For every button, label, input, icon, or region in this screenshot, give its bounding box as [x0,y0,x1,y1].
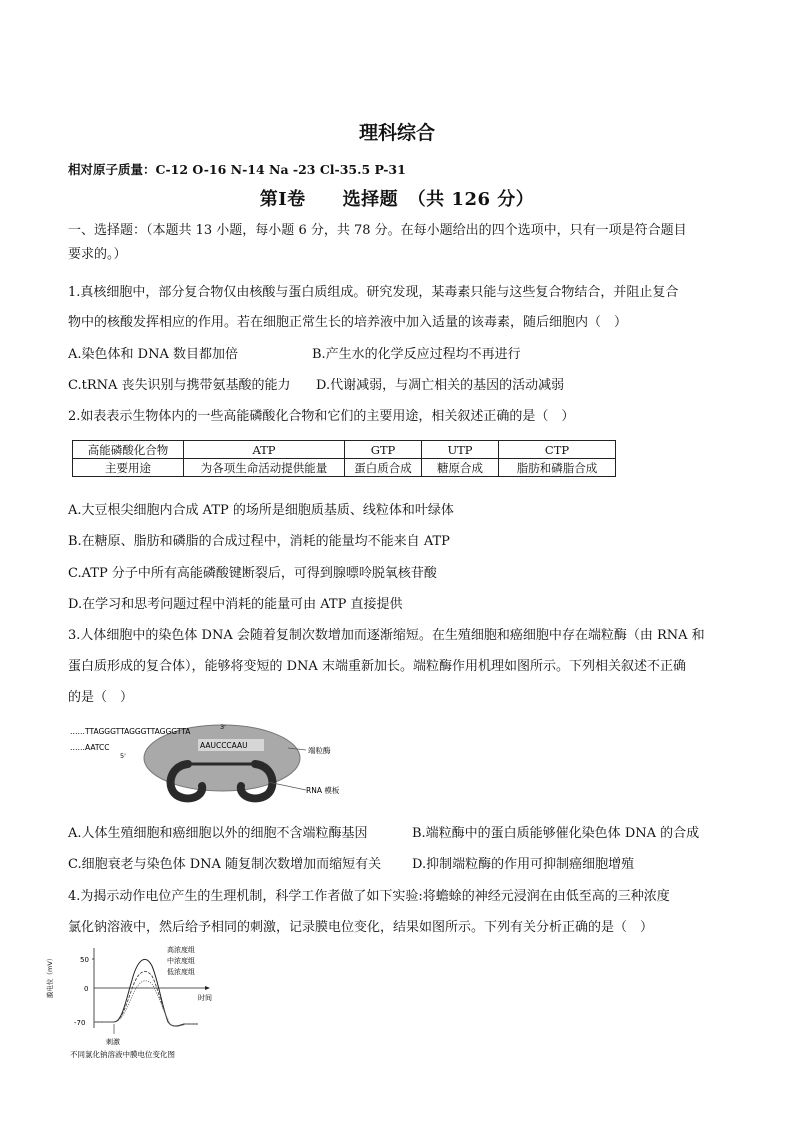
tick-label-neg70: -70 [74,1019,86,1027]
q1-option-b: B.产生水的化学反应过程均不再进行 [312,347,521,362]
dna-bottom-end: 5' [120,752,126,760]
tick-label-50: 50 [80,956,89,964]
q3-option-b: B.端粒酶中的蛋白质能够催化染色体 DNA 的合成 [412,826,700,841]
x-axis-label: 时间 [198,994,212,1002]
legend-low: 低浓度组 [167,968,195,976]
q1-option-a: A.染色体和 DNA 数目都加倍 [68,347,238,362]
stimulus-label: 刺激 [106,1038,120,1046]
page-title: 理科综合 [358,122,435,144]
q3-option-a: A.人体生殖细胞和癌细胞以外的细胞不含端粒酶基因 [68,826,368,841]
dna-bottom-strand: ……AATCC [70,743,110,752]
table-cell: CTP [499,441,616,459]
table-cell: 高能磷酸化合物 [73,441,184,459]
table-header-row [73,441,616,459]
table-cell: UTP [422,441,499,459]
rna-template-sequence: AAUCCCAAU [200,741,248,750]
atomic-mass-line: 相对原子质量：C-12 O-16 N-14 Na -23 Cl-35.5 P-31 [68,162,406,177]
q2-option-d: D.在学习和思考问题过程中消耗的能量可由 ATP 直接提供 [68,597,403,612]
q3-stem-line2: 蛋白质形成的复合体），能够将变短的 DNA 末端重新加长。端粒酶作用机理如图所示。下列相关叙述不正确 [68,659,686,674]
membrane-potential-figure [46,940,240,1065]
y-axis-label: 膜电位（mV） [46,954,54,998]
curve-mid-concentration [94,971,198,1026]
table-cell: 糖原合成 [422,459,499,477]
x-axis-arrow [205,986,210,990]
table-cell: 脂肪和磷脂合成 [499,459,616,477]
table-cell: GTP [345,441,422,459]
q3-option-d: D.抑制端粒酶的作用可抑制癌细胞增殖 [412,857,635,872]
q2-stem: 2.如表表示生物体内的一些高能磷酸化合物和它们的主要用途，相关叙述正确的是（ ） [68,409,575,424]
q1-option-d: D.代谢减弱，与凋亡相关的基因的活动减弱 [316,378,565,393]
figure-caption: 不同氯化钠溶液中膜电位变化图 [70,1050,175,1059]
q2-table [72,440,616,477]
q4-stem-line1: 4.为揭示动作电位产生的生理机制，科学工作者做了如下实验:将蟾蜍的神经元浸润在由低至高的三种浓度 [68,889,670,904]
q2-option-a: A.大豆根尖细胞内合成 ATP 的场所是细胞质基质、线粒体和叶绿体 [68,503,454,518]
q1-stem-line1: 1.真核细胞中，部分复合物仅由核酸与蛋白质组成。研究发现，某毒素只能与这些复合物结合，并阻止复合 [68,285,679,300]
q3-option-c: C.细胞衰老与染色体 DNA 随复制次数增加而缩短有关 [68,857,382,872]
telomerase-diagram [70,720,370,820]
q3-stem-line3: 的是（ ） [68,690,134,705]
q1-option-c: C.tRNA 丧失识别与携带氨基酸的能力 [68,378,291,393]
instructions-line2: 要求的。） [68,247,127,262]
rna-template-label: RNA 模板 [306,786,340,795]
table-row [73,459,616,477]
table-cell: 蛋白质合成 [345,459,422,477]
dna-top-end: 3' [220,723,226,731]
q4-stem-line2: 氯化钠溶液中，然后给予相同的刺激，记录膜电位变化，结果如图所示。下列有关分析正确的是（ ） [68,920,654,935]
q1-stem-line2: 物中的核酸发挥相应的作用。若在细胞正常生长的培养液中加入适量的该毒素，随后细胞内（ ） [68,315,628,330]
tick-label-0: 0 [84,985,89,993]
legend-high: 高浓度组 [167,946,195,954]
table-cell: 为各项生命活动提供能量 [184,459,345,477]
dna-top-strand: ……TTAGGGTTAGGGTTAGGGTTA [70,727,191,736]
table-cell: 主要用途 [73,459,184,477]
curve-low-concentration [94,981,198,1027]
table-cell: ATP [184,441,345,459]
enzyme-label: 端粒酶 [308,746,331,755]
q2-option-c: C.ATP 分子中所有高能磷酸键断裂后，可得到腺嘌呤脱氧核苷酸 [68,566,437,581]
q3-stem-line1: 3.人体细胞中的染色体 DNA 会随着复制次数增加而逐渐缩短。在生殖细胞和癌细胞中存在端粒酶（由 RNA 和 [68,628,705,643]
q2-option-b: B.在糖原、脂肪和磷脂的合成过程中，消耗的能量均不能来自 ATP [68,534,450,549]
section-title: 第Ⅰ卷 选择题 （共 126 分） [259,189,535,210]
legend-mid: 中浓度组 [167,957,195,965]
instructions-line1: 一、选择题：（本题共 13 小题，每小题 6 分，共 78 分。在每小题给出的四个选项中，只有一项是符合题目 [68,223,687,238]
